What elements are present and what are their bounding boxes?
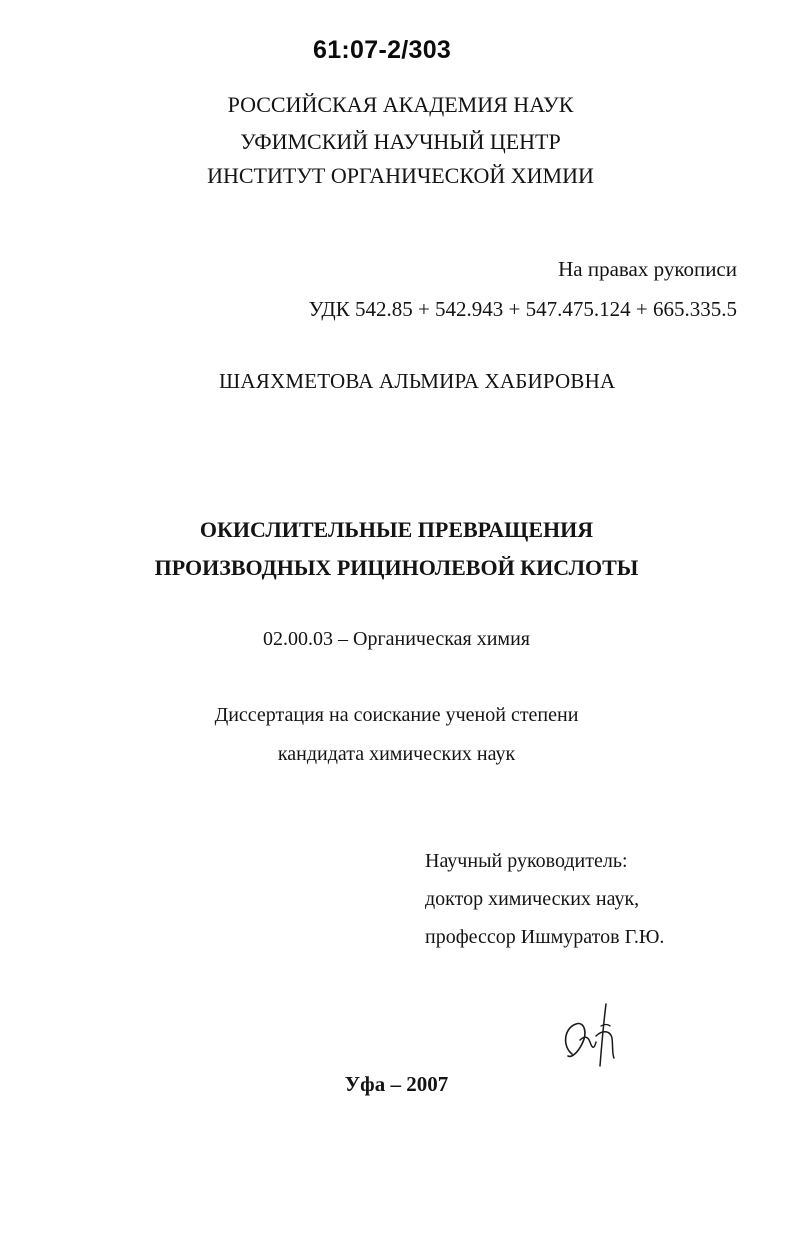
author-name: ШАЯХМЕТОВА АЛЬМИРА ХАБИРОВНА (219, 369, 616, 393)
dissertation-degree-line-1: Диссертация на соискание ученой степени (214, 704, 579, 726)
supervisor-label: Научный руководитель: (425, 850, 628, 872)
dissertation-degree-line-2: кандидата химических наук (277, 743, 516, 765)
archive-stamp-number: 61:07-2/303 (313, 36, 452, 64)
organization-line-center: УФИМСКИЙ НАУЧНЫЙ ЦЕНТР (240, 129, 561, 154)
handwritten-signature-icon (558, 996, 630, 1076)
supervisor-name: профессор Ишмуратов Г.Ю. (425, 926, 665, 948)
organization-line-academy: РОССИЙСКАЯ АКАДЕМИЯ НАУК (227, 92, 574, 117)
supervisor-degree: доктор химических наук, (425, 888, 640, 910)
thesis-title-line-2: ПРОИЗВОДНЫХ РИЦИНОЛЕВОЙ КИСЛОТЫ (154, 555, 639, 580)
thesis-title-line-1: ОКИСЛИТЕЛЬНЫЕ ПРЕВРАЩЕНИЯ (199, 517, 594, 542)
organization-line-institute: ИНСТИТУТ ОРГАНИЧЕСКОЙ ХИМИИ (207, 163, 594, 188)
manuscript-rights-note: На правах рукописи (558, 257, 737, 281)
specialty-code: 02.00.03 – Органическая химия (263, 628, 530, 650)
udc-code: УДК 542.85 + 542.943 + 547.475.124 + 665.335.5 (308, 297, 737, 321)
city-and-year: Уфа – 2007 (344, 1072, 449, 1096)
